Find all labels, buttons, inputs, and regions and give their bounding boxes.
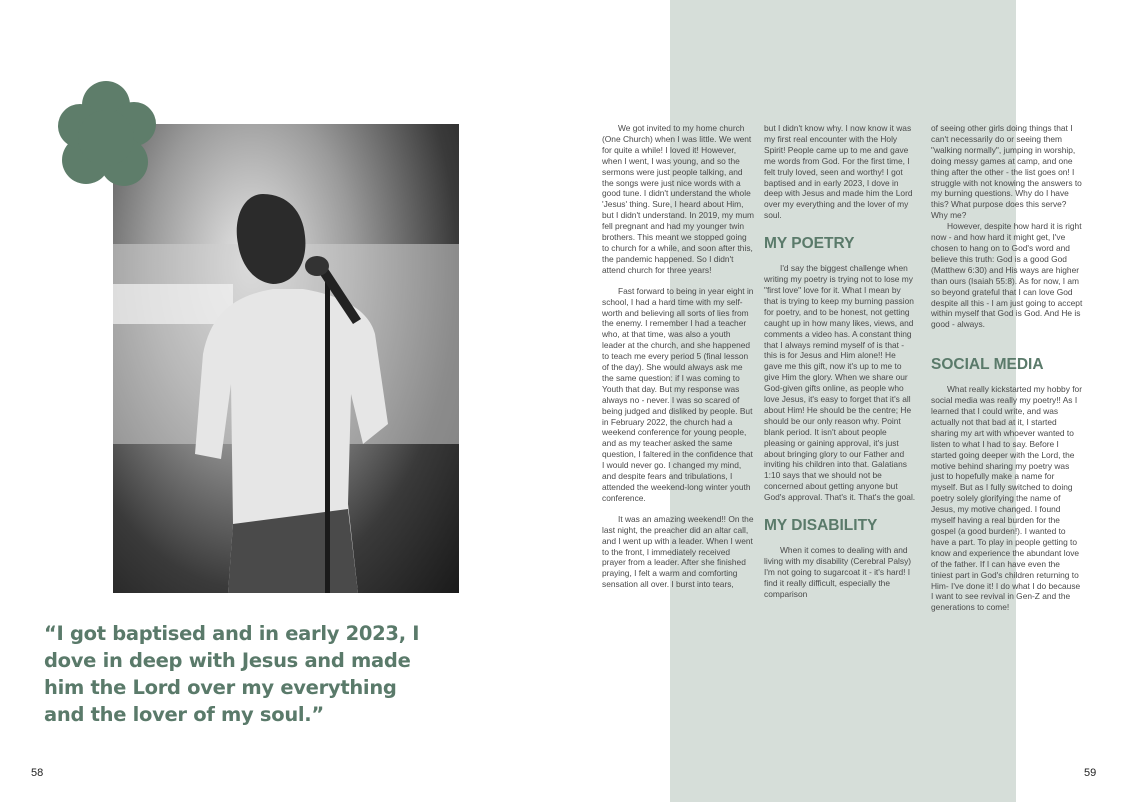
section-heading-poetry: MY POETRY xyxy=(764,235,855,253)
column-2 xyxy=(764,123,916,600)
paragraph: It was an amazing weekend!! On the last night, the preacher did an altar call, and I went up with a leader. When I went to the front, I immediately received prayer from a leader. After she finished praying, I felt a warm and comforting sensation all over. I burst into tears, xyxy=(602,513,754,590)
paragraph: I'd say the biggest challenge when writing my poetry is trying not to lose my "first love" love for it. What I mean by that is trying to keep my burning passion for poetry, and to be honest, not getting caught up in how many likes, views, and comments a video has. A constant thing that I always remind myself of is that - this is for Jesus and Him alone!! He gave me this gift, now it's up to me to give Him the glory. When we share our God-given gifts online, as people who love Jesus, it's easy to forget that it's all about Him! He should be the centre; He should be our only reason why. Point blank period. It isn't about people pleasing or gaining approval, it's just about bringing glory to our Father and inviting his children into that. Galatians 1:10 says that we should not be concerned about getting anyone but God's approval. That's it. That's the goal. xyxy=(764,263,916,503)
paragraph: but I didn't know why. I now know it was my first real encounter with the Holy Spirit! People came up to me and gave me words from God. For the first time, I felt truly loved, seen and worthy! I got baptised and in early 2023, I dove in deep with Jesus and made him the Lord over my everything and the lover of my soul. xyxy=(764,123,913,221)
paragraph: When it comes to dealing with and living with my disability (Cerebral Palsy) I'm not going to sugarcoat it - it's hard! I find it really difficult, especially the comparison xyxy=(764,545,912,599)
section-heading-disability: MY DISABILITY xyxy=(764,517,878,535)
paragraph: Fast forward to being in year eight in school, I had a hard time with my self-worth and believing all sorts of lies from the enemy. I remember I had a teacher who, at that time, was also a youth leader at the church, and she happened to teach me every period 5 (final lesson of the day). She would always ask me the same question: if I was coming to Youth that day. But my response was always no - never. I was so scared of being judged and disliked by people. But in February 2022, the church had a weekend conference for young people, and as my teacher asked the same question, I faltered in the confidence that I would never go. I changed my mind, and despite fears and tribulations, I attended the weekend-long winter youth conference. xyxy=(602,285,754,503)
paragraph: We got invited to my home church (One Church) when I was little. We went for quite a while! I loved it! However, when I went, I was young, and so the sermons were just people talking, and the songs were just nice words with a good tune. I didn't understand the whole 'Jesus' thing. Sure, I heard about Him, but I didn't understand. In 2019, my mum fell pregnant and had my younger twin brothers. This meant we stopped going to church for a while, and soon after this, the pandemic happened. So I didn't attend church for three years! xyxy=(602,123,754,275)
performer-photo xyxy=(113,124,459,593)
paragraph: What really kickstarted my hobby for social media was really my poetry!! As I learned that I could write, and was actually not that bad at it, I started sharing my art with whoever wanted to listen to what I had to say. Before I started going deeper with the Lord, the motive behind sharing my poetry was just to hopefully make a name for myself. But as I fully switched to doing poetry solely glorifying the name of Jesus, my motive changed. I found myself having a real burden for the gospel (a good burden!). I wanted to have a part. To play in people getting to know and experience the abundant love of the father. If I can have even the tiniest part in God's children returning to Him- I've done it! I do what I do because I want to see revival in Gen-Z and the generations to come! xyxy=(931,384,1082,613)
column-3 xyxy=(931,123,1083,613)
pull-quote: “I got baptised and in early 2023, I dove in deep with Jesus and made him the Lord over my everything and the lover of my soul.” xyxy=(44,622,420,726)
column-1 xyxy=(602,123,754,590)
page-number-left: 58 xyxy=(31,767,44,779)
page-number-right: 59 xyxy=(1084,767,1097,779)
flower-shape-decoration xyxy=(58,80,158,190)
section-heading-social-media: SOCIAL MEDIA xyxy=(931,356,1044,374)
paragraph: However, despite how hard it is right now - and how hard it might get, I've chosen to hang on to God's word and believe this truth: God is a good God (Matthew 6:30) and His ways are higher than ours (Isaiah 55:8). As for now, I am so beyond grateful that I can love God despite all this - I am just going to accept within myself that God is God. And He is good - always. xyxy=(931,221,1083,330)
paragraph: of seeing other girls doing things that I can't necessarily do or seeing them "walking normally", jumping in worship, doing messy games at camp, and one thing after the other - the list goes on! I struggle with not knowing the answers to my burning questions. Why do I have this? What purpose does this serve? Why me? xyxy=(931,123,1082,221)
